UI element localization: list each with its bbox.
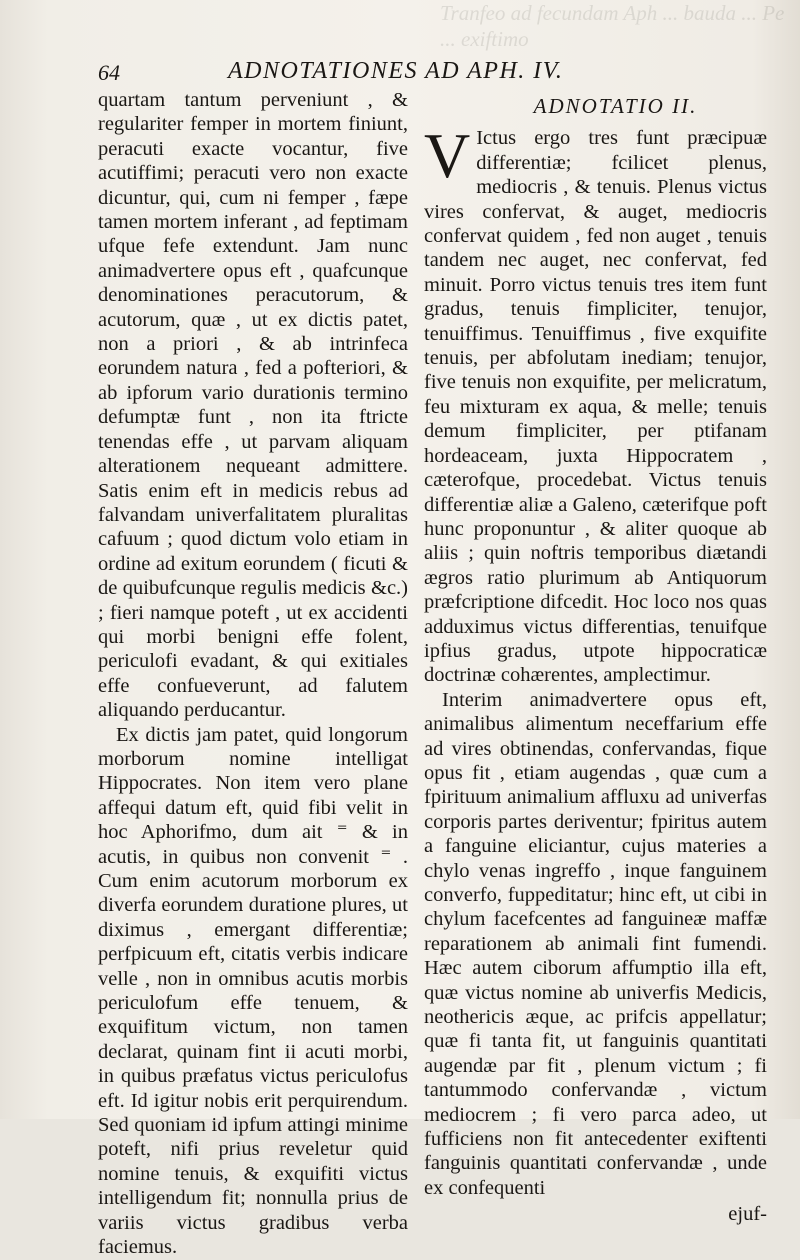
page-number: 64 [98,60,120,85]
left-paragraph-1: quartam tantum perveniunt , & regulariter femper in mortem finiunt, peracuti exacte vocantur, five acutiffimi; peracuti vero non exacte dicuntur, qui, cum ni femper , fæpe tamen mortem inferant , ad feptimam ufque fefe extendunt. Jam nunc animadvertere opus eft , quafcunque denominationes peracutorum, & acutorum, quæ , ut ex dictis patet, non a priori , & ab intrinfeca eorundem natura , fed a pofteriori, & ab ipforum vario durationis termino defumptæ funt , non ita ftricte tenendas effe , ut parvam aliquam alterationem nequeant admittere. Satis enim eft in medicis rebus ad falvandam univerfalitatem pluralitas cafuum ; quod dictum volo etiam in ordine ad exitum eorundem ( ficuti & de quibufcunque regulis medicis &c.) ; fieri namque poteft , ut ex accidenti qui morbi benigni effe folent, periculofi evadant, & qui exitiales effe confueverunt, ad falutem aliquando perducantur. [98,89,408,722]
left-column [98,88,408,1260]
drop-cap: V [424,120,471,192]
right-paragraph-1 [424,120,767,687]
section-title: ADNOTATIO II. [533,94,698,118]
page-header [98,56,738,90]
right-paragraph-1-text: Ictus ergo tres funt præcipuæ differentiæ; fcilicet plenus, mediocris , & tenuis. Plenus victus vires confervat, & auget, mediocris confervat quidem , fed non auget , tenuis tandem nec auget, nec confervat, fed minuit. Porro victus tenuis tres item funt gradus, tenuis fimpliciter, tenujor, tenuiffimus. Tenuiffimus , five exquifite tenuis, per abfolutam inediam; tenujor, five tenuis non exquifite, per melicratum, feu mixturam ex aqua, & melle; tenuis demum fimpliciter, per ptifanam hordeaceam, juxta Hippocratem , cæterofque, procedebat. Victus tenuis differentiæ aliæ a Galeno, cæterifque poft hunc proponuntur , & aliter quoque ab aliis ; quin noftris temporibus diætandi ægros ratio plurimum ab Antiquorum præfcriptione difcedit. Hoc loco nos quas adduximus victus differentias, tenuifque ipfius gradus, utpote hippocraticæ doctrinæ cohærentes, amplectimur. [424,127,767,687]
right-paragraph-2: Interim animadvertere opus eft, animalibus alimentum neceffarium effe ad vires obtinendas, confervandas, fique opus fit , etiam augendas , quæ cum a fpirituum animalium affluxu ad univerfas corporis partes deriventur; fpiritus autem a fanguine eliciantur, cujus materies a chylo venas ingreffo , inque fanguinem converfo, fuppeditatur; hinc eft, ut cibi in chylum facefcentes ad fanguineæ maffæ reparationem ab animali fint fumendi. Hæc autem ciborum affumptio illa eft, quæ victus nomine ab univerfis Medicis, neothericis æque, ac prifcis appellatur; quæ fi tanta fit, ut fanguinis quantitati augendæ par fit , plenum victum ; fi tantummodo confervandæ , victum mediocrem ; fi vero parca adeo, ut fufficiens non fit antecedenter exiftenti fanguinis quantitati confervandæ , unde ex confequenti [424,688,767,1199]
bleed-through-text: Tranfeo ad fecundam Aph ... bauda ... Pe ... exiftimo [440,1,785,51]
running-head: ADNOTATIONES AD APH. IV. [228,58,564,84]
right-column [424,88,767,1227]
left-paragraph-2: Ex dictis jam patet, quid longorum morborum nomine intelligat Hippocrates. Non item vero plane affequi datum eft, quid fibi velit in hoc Aphorifmo, dum ait ⁼ & in acutis, in quibus non convenit ⁼ . Cum enim acutorum morborum ex diverfa eorundem duratione plures, ut diximus , emergant differentiæ; perfpicuum eft, citatis verbis indicare velle , non in omnibus acutis morbis periculofum effe tenuem, & exquifitum victum, non tamen declarat, quinam fint ii acuti morbi, in quibus præfatus victus periculofus eft. Id igitur nobis erit perquirendum. Sed quoniam id ipfum attingi minime poteft, nifi prius reveletur quid nomine tenuis, & exquifiti victus intelligendum fit; nonnulla prius de variis victus gradibus verba faciemus. [98,723,408,1259]
catchword: ejuf- [728,1203,767,1226]
